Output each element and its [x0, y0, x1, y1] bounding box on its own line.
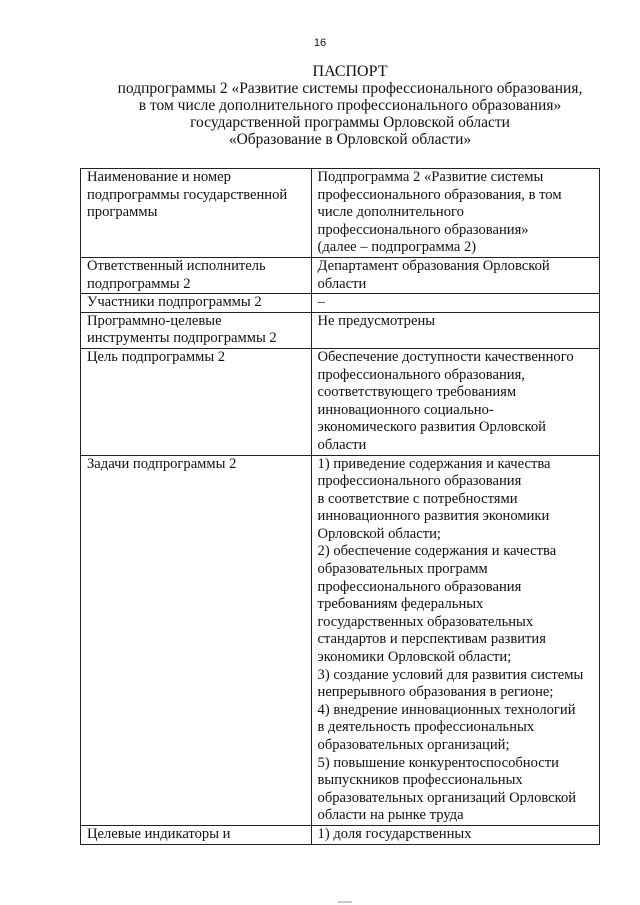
header-line-2: в том числе дополнительного профессионального образования» — [138, 97, 562, 114]
table-row — [81, 257, 600, 293]
table-row — [81, 455, 600, 825]
header-line-1: подпрограммы 2 «Развитие системы профессионального образования, — [117, 80, 583, 97]
row-value-participants: – — [311, 294, 599, 313]
document-header — [80, 63, 620, 148]
row-label-executor: Ответственный исполнитель подпрограммы 2 — [81, 257, 312, 293]
row-value-tasks: 1) приведение содержания и качества профессионального образования в соответствие с потребностями инновационного развития экономики Орловской области; 2) обеспечение содержания и качества образовательных программ профессионального образования требованиям федеральных государственных образовательных стандартов и перспективам развития экономики Орловской области; 3) создание условий для развития системы непрерывного образования в регионе; 4) внедрение инновационных технологий в деятельность профессиональных образовательных организаций; 5) повышение конкурентоспособности выпускников профессиональных образовательных организаций Орловской области на рынке труда — [311, 455, 599, 825]
table-row — [81, 348, 600, 455]
table-row — [81, 294, 600, 313]
header-line-4: «Образование в Орловской области» — [228, 131, 472, 148]
table-row — [81, 169, 600, 258]
row-label-indicators: Целевые индикаторы и — [81, 825, 312, 844]
row-label-name: Наименование и номер подпрограммы государственной программы — [81, 169, 312, 258]
page-number: 16 — [313, 37, 327, 49]
passport-table — [80, 168, 600, 845]
table-row — [81, 312, 600, 348]
row-label-instruments: Программно-целевые инструменты подпрограммы 2 — [81, 312, 312, 348]
row-label-participants: Участники подпрограммы 2 — [81, 294, 312, 313]
document-title: ПАСПОРТ — [312, 63, 388, 80]
row-label-tasks: Задачи подпрограммы 2 — [81, 455, 312, 825]
table-row — [81, 825, 600, 844]
row-value-executor: Департамент образования Орловской области — [311, 257, 599, 293]
row-value-indicators: 1) доля государственных — [311, 825, 599, 844]
row-value-instruments: Не предусмотрены — [311, 312, 599, 348]
row-label-goal: Цель подпрограммы 2 — [81, 348, 312, 455]
row-value-goal: Обеспечение доступности качественного профессионального образования, соответствующего требованиям инновационного социально- экономического развития Орловской области — [311, 348, 599, 455]
header-line-3: государственной программы Орловской области — [190, 114, 510, 131]
scan-artifact-mark — [338, 901, 352, 903]
row-value-name: Подпрограмма 2 «Развитие системы профессионального образования, в том числе дополнительного профессионального образования» (далее – подпрограмма 2) — [311, 169, 599, 258]
